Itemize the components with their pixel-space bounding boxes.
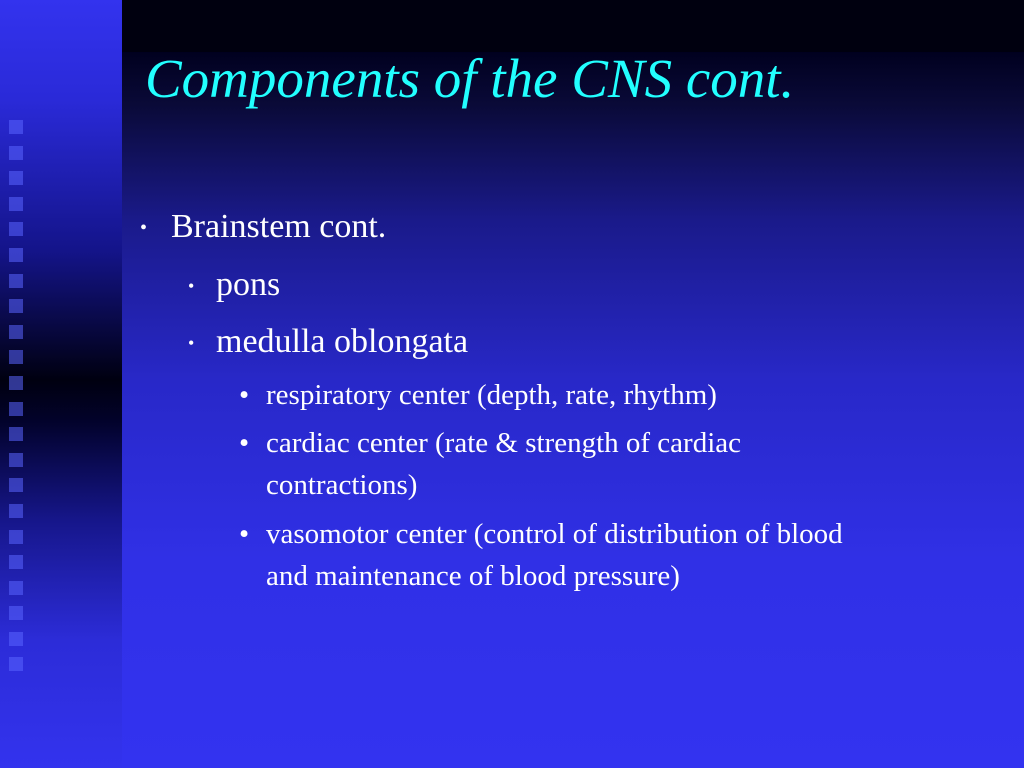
bullet-pons: pons — [216, 266, 281, 303]
bullet-brainstem: Brainstem cont. — [171, 208, 387, 245]
bullet-marker: • — [140, 217, 148, 239]
bullet-vasomotor-center-cont: and maintenance of blood pressure) — [266, 560, 680, 592]
bullet-marker: • — [239, 379, 250, 411]
bullet-cardiac-center: cardiac center (rate & strength of cardiac — [266, 427, 741, 459]
bullet-marker: • — [188, 333, 195, 353]
bullet-medulla-oblongata: medulla oblongata — [216, 323, 469, 360]
bullet-vasomotor-center: vasomotor center (control of distribution of blood — [266, 518, 843, 550]
bullet-marker: • — [239, 518, 250, 550]
bullet-respiratory-center: respiratory center (depth, rate, rhythm) — [266, 379, 717, 411]
slide-title: Components of the CNS cont. — [145, 48, 795, 109]
bullet-marker: • — [239, 427, 250, 459]
bullet-cardiac-center-cont: contractions) — [266, 469, 418, 501]
bullet-marker: • — [188, 276, 195, 296]
